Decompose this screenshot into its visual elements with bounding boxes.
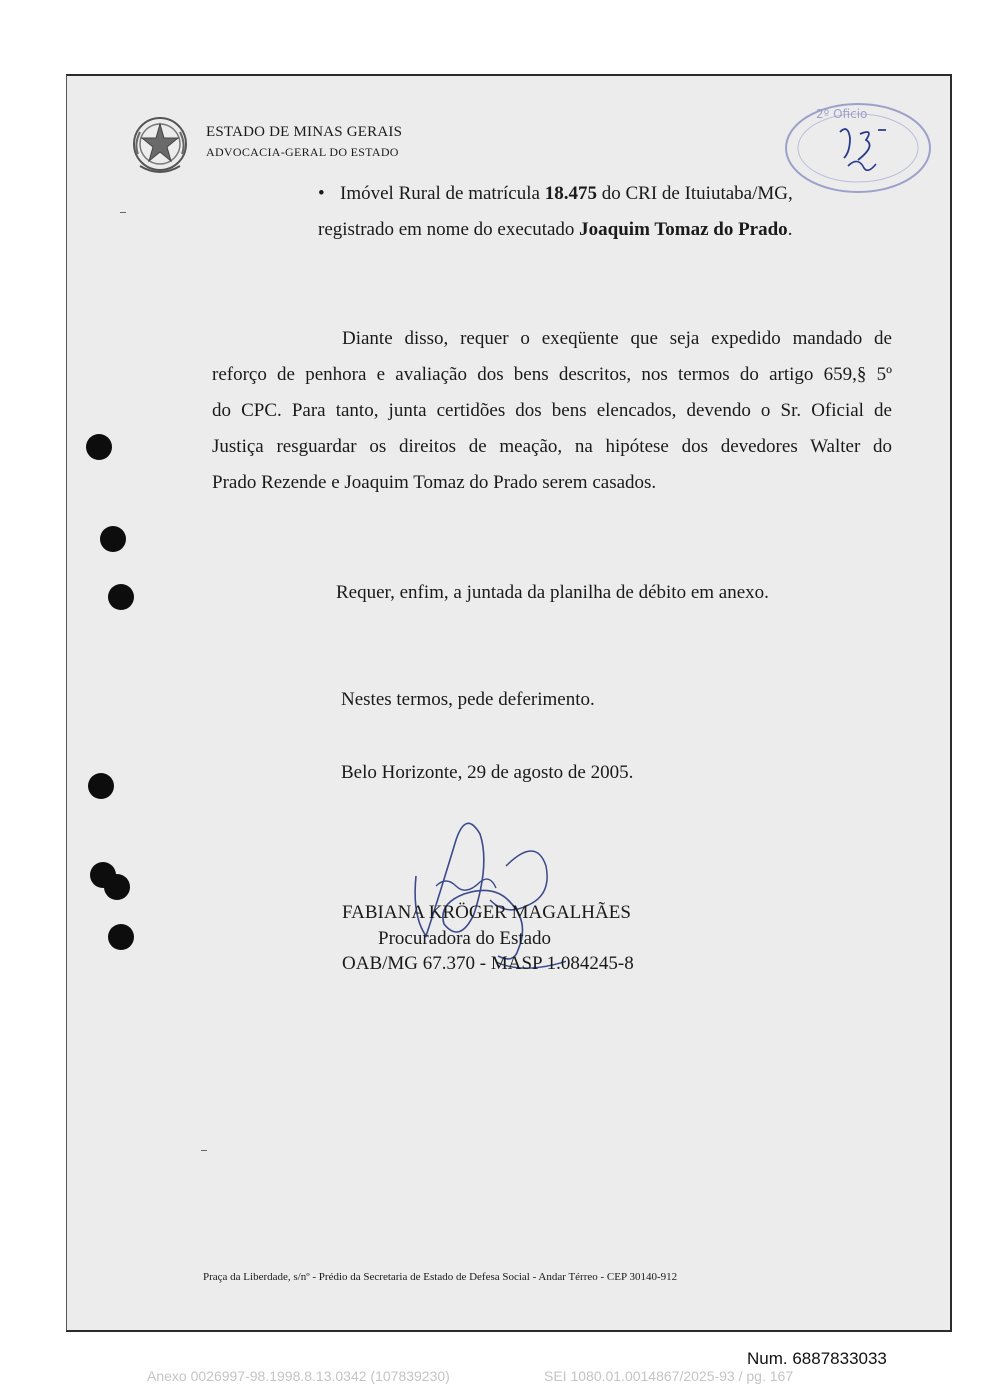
punch-hole: [108, 924, 134, 950]
signatory-name: FABIANA KRÖGER MAGALHÃES: [342, 902, 631, 923]
attachment-request: Requer, enfim, a juntada da planilha de débito em anexo.: [336, 582, 769, 603]
stamp-office-text: 2º Oficio: [816, 107, 868, 121]
scan-mark: [201, 1150, 207, 1151]
document-number: Num. 6887833033: [747, 1349, 887, 1368]
signatory-registration: OAB/MG 67.370 - MASP 1.084245-8: [342, 953, 634, 974]
signatory-role: Procuradora do Estado: [378, 928, 552, 949]
closing-formula: Nestes termos, pede deferimento.: [341, 689, 595, 710]
sei-reference: SEI 1080.01.0014867/2025-93 / pg. 167: [544, 1368, 794, 1384]
punch-hole: [88, 773, 114, 799]
state-coat-of-arms-icon: [130, 114, 190, 178]
bullet-dot: •: [318, 183, 325, 204]
header-agency-name: ADVOCACIA-GERAL DO ESTADO: [206, 145, 399, 159]
bullet-item-owner-line: registrado em nome do executado Joaquim Tomaz do Prado.: [318, 219, 793, 240]
punch-hole: [100, 526, 126, 552]
punch-hole: [108, 584, 134, 610]
paragraph-line-1: Diante disso, requer o exeqüente que seja expedido mandado de: [342, 328, 892, 349]
paragraph-line-3: do CPC. Para tanto, junta certidões dos bens elencados, devendo o Sr. Oficial de: [212, 400, 892, 421]
footer-address: Praça da Liberdade, s/nº - Prédio da Secretaria de Estado de Defesa Social - Andar Térreo - CEP 30140-912: [203, 1271, 678, 1283]
place-and-date: Belo Horizonte, 29 de agosto de 2005.: [341, 762, 634, 783]
scan-mark: [120, 212, 126, 213]
bullet-item-property: • Imóvel Rural de matrícula 18.475 do CRI de Ituiutaba/MG,: [318, 176, 893, 212]
paragraph-line-4: Justiça resguardar os direitos de meação, na hipótese dos devedores Walter do: [212, 436, 892, 457]
header-state-name: ESTADO DE MINAS GERAIS: [206, 124, 403, 140]
punch-hole: [104, 874, 130, 900]
request-paragraph: [212, 321, 892, 501]
paragraph-line-2: reforço de penhora e avaliação dos bens descritos, nos termos do artigo 659,§ 5º: [212, 364, 892, 385]
paragraph-line-5: Prado Rezende e Joaquim Tomaz do Prado serem casados.: [212, 472, 657, 493]
punch-hole: [86, 434, 112, 460]
annex-reference: Anexo 0026997-98.1998.8.13.0342 (107839230): [147, 1368, 450, 1384]
